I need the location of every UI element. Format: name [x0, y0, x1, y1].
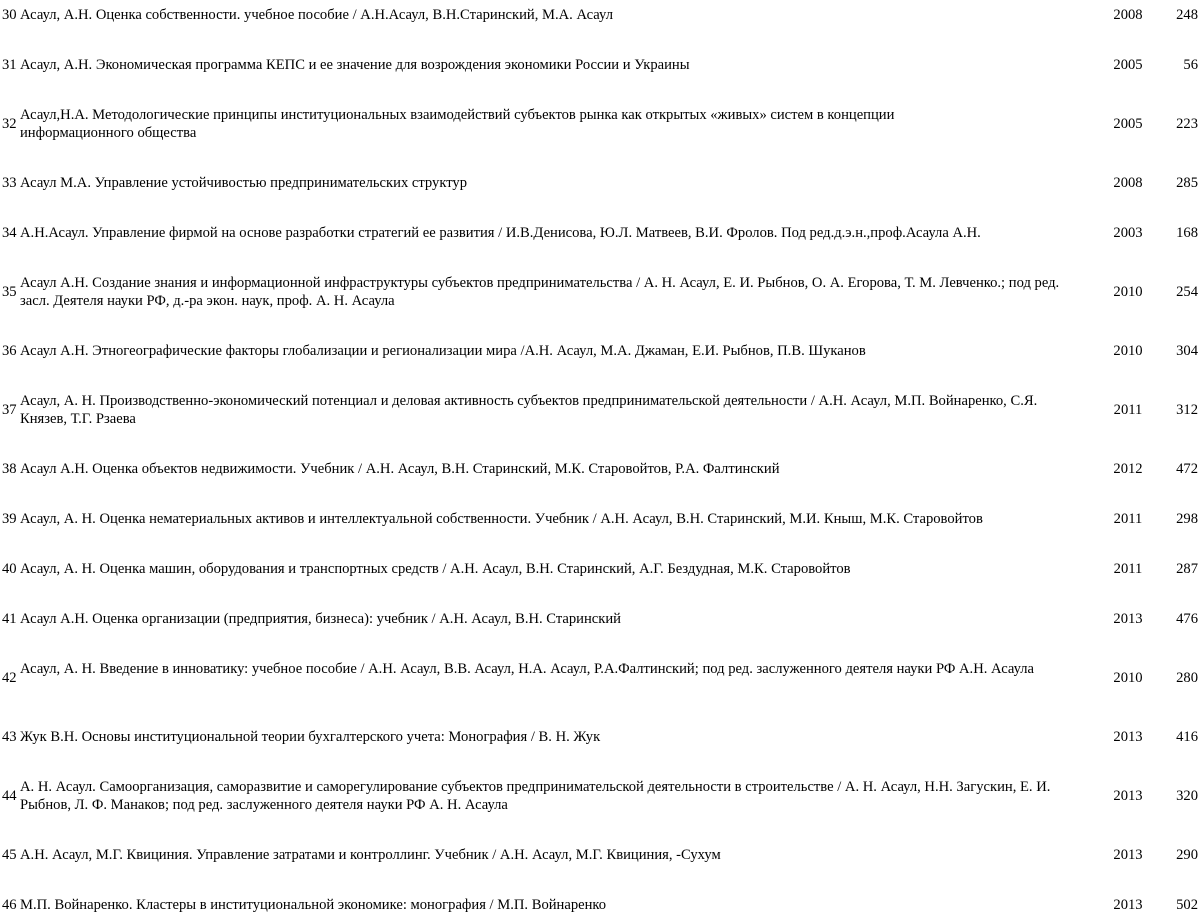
list-item — [0, 610, 1203, 628]
item-year: 2010 — [1113, 670, 1143, 686]
item-number: 39 — [2, 511, 17, 527]
list-item — [0, 560, 1203, 578]
list-item — [0, 174, 1203, 192]
item-year: 2010 — [1113, 343, 1143, 359]
item-year: 2005 — [1113, 57, 1143, 73]
item-number: 41 — [2, 611, 17, 627]
item-year: 2005 — [1113, 116, 1143, 132]
item-pages: 476 — [1176, 611, 1198, 627]
item-title: А.Н.Асаул. Управление фирмой на основе разработки стратегий ее развития / И.В.Денисова, Ю.Л. Матвеев, В.И. Фролов. Под ред.д.э.н.,проф.Асаула А.Н. — [20, 225, 981, 241]
item-pages: 472 — [1176, 461, 1198, 477]
list-item — [0, 728, 1203, 746]
item-pages: 280 — [1176, 670, 1198, 686]
list-item — [0, 224, 1203, 242]
list-item — [0, 778, 1203, 814]
item-number: 30 — [2, 7, 17, 23]
item-pages: 298 — [1176, 511, 1198, 527]
item-year: 2013 — [1113, 611, 1143, 627]
list-item — [0, 510, 1203, 528]
item-title: Асаул,Н.А. Методологические принципы институциональных взаимодействий субъектов рынка как открытых «живых» систем в концепции информационного общества — [20, 107, 895, 141]
item-year: 2013 — [1113, 897, 1143, 913]
item-pages: 312 — [1176, 402, 1198, 418]
item-year: 2003 — [1113, 225, 1143, 241]
item-title: Асаул, А. Н. Производственно-экономический потенциал и деловая активность субъектов предпринимательской деятельности / А.Н. Асаул, М.П. Войнаренко, С.Я. Князев, Т.Г. Рзаева — [20, 393, 1038, 427]
item-number: 35 — [2, 284, 17, 300]
list-item — [0, 392, 1203, 428]
item-number: 44 — [2, 788, 17, 804]
item-year: 2011 — [1113, 511, 1143, 527]
item-number: 36 — [2, 343, 17, 359]
item-year: 2011 — [1113, 561, 1143, 577]
item-title: Асаул, А. Н. Введение в инноватику: учебное пособие / А.Н. Асаул, В.В. Асаул, Н.А. Асаул, Р.А.Фалтинский; под ред. заслуженного деятеля науки РФ А.Н. Асаула — [20, 661, 1035, 677]
item-year: 2008 — [1113, 7, 1143, 23]
list-item — [0, 846, 1203, 864]
item-pages: 56 — [1183, 57, 1198, 73]
item-year: 2012 — [1113, 461, 1143, 477]
item-pages: 416 — [1176, 729, 1198, 745]
item-number: 42 — [2, 670, 17, 686]
item-number: 37 — [2, 402, 17, 418]
item-title: Асаул А.Н. Этногеографические факторы глобализации и регионализации мира /А.Н. Асаул, М.А. Джаман, Е.И. Рыбнов, П.В. Шуканов — [20, 343, 866, 359]
item-pages: 502 — [1176, 897, 1198, 913]
item-title: А.Н. Асаул, М.Г. Квициния. Управление затратами и контроллинг. Учебник / А.Н. Асаул, М.Г. Квициния, -Сухум — [20, 847, 721, 863]
item-pages: 287 — [1176, 561, 1198, 577]
item-number: 40 — [2, 561, 17, 577]
item-pages: 304 — [1176, 343, 1198, 359]
item-pages: 290 — [1176, 847, 1198, 863]
item-title: Асаул, А.Н. Экономическая программа КЕПС и ее значение для возрождения экономики России и Украины — [20, 57, 690, 73]
item-title: М.П. Войнаренко. Кластеры в институциональной экономике: монография / М.П. Войнаренко — [20, 897, 607, 913]
item-pages: 168 — [1176, 225, 1198, 241]
item-pages: 320 — [1176, 788, 1198, 804]
item-title: А. Н. Асаул. Самоорганизация, саморазвитие и саморегулирование субъектов предпринимательской деятельности в строительстве / А. Н. Асаул, Н.Н. Загускин, Е. И. Рыбнов, Л. Ф. Манаков; под ред. заслуженного деятеля науки РФ А. Н. Асаула — [20, 779, 1051, 813]
item-year: 2013 — [1113, 788, 1143, 804]
list-item — [0, 342, 1203, 360]
item-year: 2013 — [1113, 729, 1143, 745]
item-number: 34 — [2, 225, 17, 241]
item-pages: 248 — [1176, 7, 1198, 23]
item-number: 38 — [2, 461, 17, 477]
item-number: 45 — [2, 847, 17, 863]
item-number: 32 — [2, 116, 17, 132]
list-item — [0, 6, 1203, 24]
item-title: Асаул М.А. Управление устойчивостью предпринимательских структур — [20, 175, 467, 191]
item-pages: 285 — [1176, 175, 1198, 191]
item-title: Асаул А.Н. Оценка организации (предприятия, бизнеса): учебник / А.Н. Асаул, В.Н. Старинский — [20, 611, 621, 627]
list-item — [0, 896, 1203, 914]
item-title: Асаул А.Н. Создание знания и информационной инфраструктуры субъектов предпринимательства / А. Н. Асаул, Е. И. Рыбнов, О. А. Егорова, Т. М. Левченко.; под ред. засл. Деятеля науки РФ, д.-ра экон. наук, проф. А. Н. Асаула — [20, 275, 1060, 309]
item-year: 2011 — [1113, 402, 1143, 418]
item-title: Асаул, А. Н. Оценка нематериальных активов и интеллектуальной собственности. Учебник / А.Н. Асаул, В.Н. Старинский, М.И. Кныш, М.К. Старовойтов — [20, 511, 983, 527]
item-pages: 223 — [1176, 116, 1198, 132]
item-title: Жук В.Н. Основы институциональной теории бухгалтерского учета: Монография / В. Н. Жук — [20, 729, 601, 745]
item-title: Асаул, А.Н. Оценка собственности. учебное пособие / А.Н.Асаул, В.Н.Старинский, М.А. Асаул — [20, 7, 613, 23]
item-title: Асаул А.Н. Оценка объектов недвижимости. Учебник / А.Н. Асаул, В.Н. Старинский, М.К. Старовойтов, Р.А. Фалтинский — [20, 461, 780, 477]
item-number: 31 — [2, 57, 17, 73]
item-title: Асаул, А. Н. Оценка машин, оборудования и транспортных средств / А.Н. Асаул, В.Н. Старинский, А.Г. Бездудная, М.К. Старовойтов — [20, 561, 851, 577]
item-year: 2008 — [1113, 175, 1143, 191]
list-item — [0, 106, 1203, 142]
item-year: 2013 — [1113, 847, 1143, 863]
item-number: 43 — [2, 729, 17, 745]
item-year: 2010 — [1113, 284, 1143, 300]
list-item — [0, 460, 1203, 478]
item-number: 46 — [2, 897, 17, 913]
item-pages: 254 — [1176, 284, 1198, 300]
item-number: 33 — [2, 175, 17, 191]
list-item — [0, 56, 1203, 74]
list-item — [0, 660, 1203, 696]
list-item — [0, 274, 1203, 310]
